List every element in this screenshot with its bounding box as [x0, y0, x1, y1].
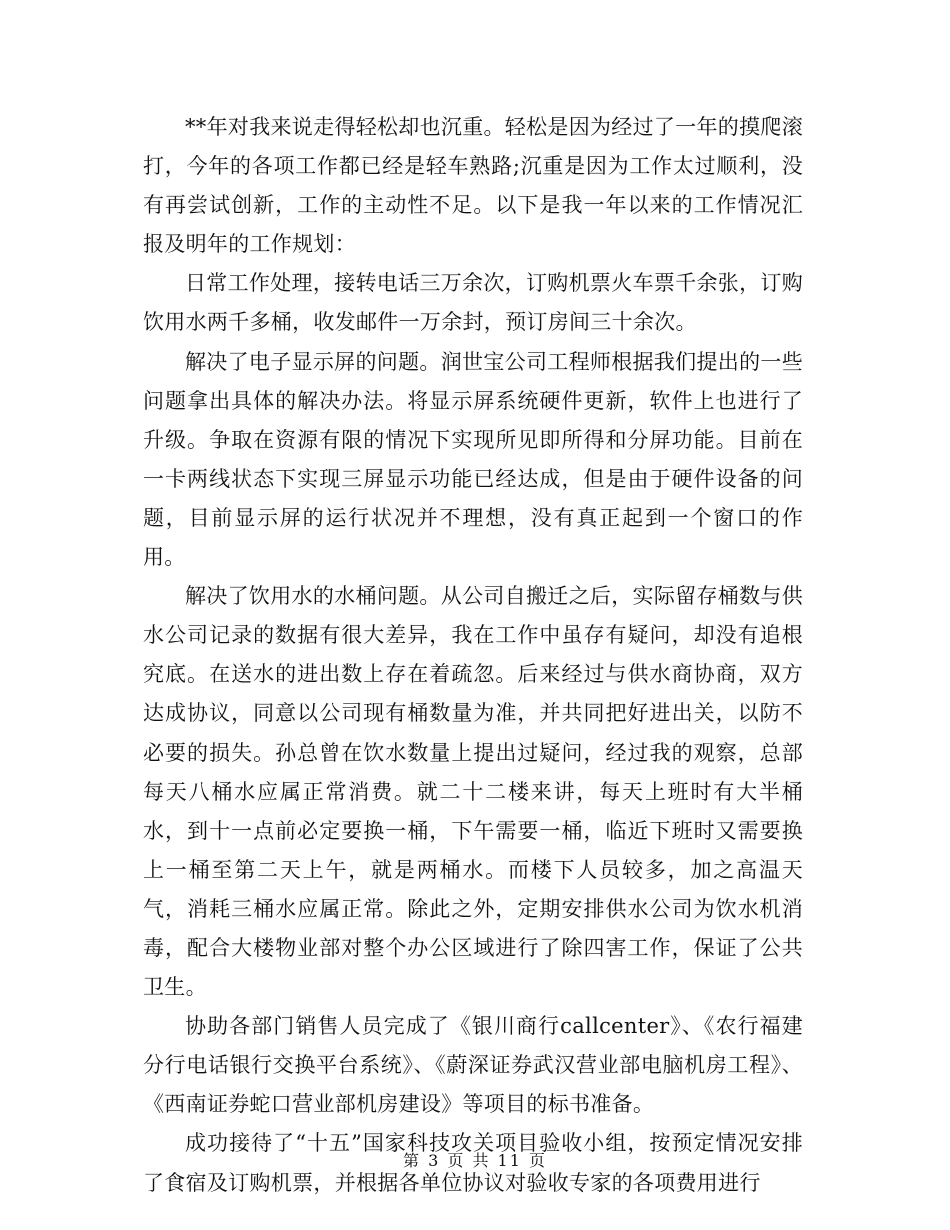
document-body: [143, 108, 803, 1203]
page-number-footer: 第 3 页 共 11 页: [403, 1151, 547, 1170]
paragraph-intro: **年对我来说走得轻松却也沉重。轻松是因为经过了一年的摸爬滚打，今年的各项工作都已经是轻车熟路;沉重是因为工作太过顺利，没有再尝试创新，工作的主动性不足。以下是我一年以来的工作情况汇报及明年的工作规划：: [143, 115, 803, 257]
paragraph-reception: 成功接待了“十五”国家科技攻关项目验收小组，按预定情况安排了食宿及订购机票，并根据各单位协议对验收专家的各项费用进行: [143, 1131, 803, 1195]
paragraph-display-screen: 解决了电子显示屏的问题。润世宝公司工程师根据我们提出的一些问题拿出具体的解决办法。将显示屏系统硬件更新，软件上也进行了升级。争取在资源有限的情况下实现所见即所得和分屏功能。目前在一卡两线状态下实现三屏显示功能已经达成，但是由于硬件设备的问题，目前显示屏的运行状况并不理想，没有真正起到一个窗口的作用。: [143, 349, 803, 570]
paragraph-daily-work: 日常工作处理，接转电话三万余次，订购机票火车票千余张，订购饮用水两千多桶，收发邮件一万余封，预订房间三十余次。: [143, 271, 803, 335]
paragraph-drinking-water: 解决了饮用水的水桶问题。从公司自搬迁之后，实际留存桶数与供水公司记录的数据有很大差异，我在工作中虽存有疑问，却没有追根究底。在送水的进出数上存在着疏忽。后来经过与供水商协商，双方达成协议，同意以公司现有桶数量为准，并共同把好进出关，以防不必要的损失。孙总曾在饮水数量上提出过疑问，经过我的观察，总部每天八桶水应属正常消费。就二十二楼来讲，每天上班时有大半桶水，到十一点前必定要换一桶，下午需要一桶，临近下班时又需要换上一桶至第二天上午，就是两桶水。而楼下人员较多，加之高温天气，消耗三桶水应属正常。除此之外，定期安排供水公司为饮水机消毒，配合大楼物业部对整个办公区域进行了除四害工作，保证了公共卫生。: [143, 584, 803, 1000]
paragraph-bid-preparation: 协助各部门销售人员完成了《银川商行callcenter》、《农行福建分行电话银行交换平台系统》、《蔚深证券武汉营业部电脑机房工程》、《西南证券蛇口营业部机房建设》等项目的标书准备。: [143, 1014, 803, 1117]
